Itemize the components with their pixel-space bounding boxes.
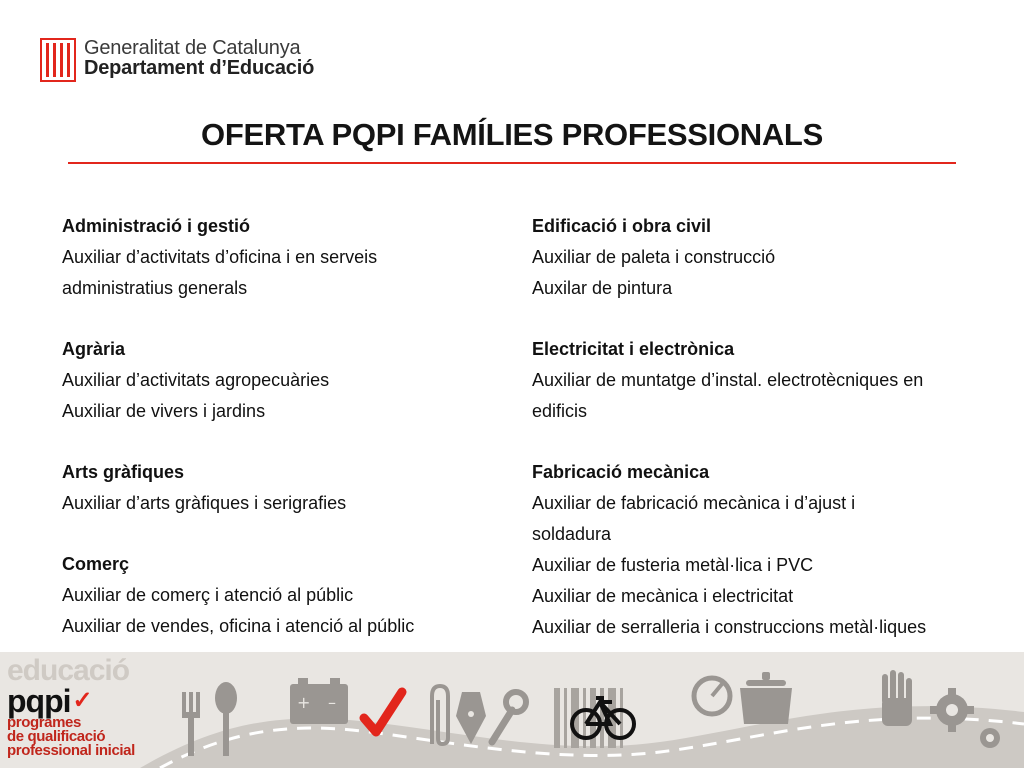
family-group bbox=[532, 211, 1007, 304]
generalitat-logo bbox=[40, 38, 314, 82]
family-group bbox=[62, 457, 502, 519]
family-group bbox=[62, 334, 502, 427]
battery-icon bbox=[290, 678, 348, 724]
course-item: Auxiliar de vendes, oficina i atenció al públic bbox=[62, 616, 415, 636]
course-item: Auxiliar de mecànica i electricitat bbox=[532, 586, 794, 606]
course-item: Auxiliar d’arts gràfiques i serigrafies bbox=[62, 493, 347, 513]
right-column bbox=[532, 211, 1007, 673]
course-item: Auxiliar de paleta i construcció bbox=[532, 247, 776, 267]
course-item: Auxiliar de comerç i atenció al públic bbox=[62, 585, 354, 605]
course-item: edificis bbox=[532, 401, 588, 421]
gauge-icon bbox=[694, 678, 730, 714]
brand-educacio: educació bbox=[7, 654, 130, 687]
left-column bbox=[62, 211, 502, 672]
course-item: Auxiliar de fusteria metàl·lica i PVC bbox=[532, 555, 814, 575]
family-heading: Electricitat i electrònica bbox=[532, 339, 735, 359]
brand-subtitle-1: programes bbox=[7, 714, 81, 731]
family-group bbox=[532, 457, 1007, 643]
family-heading: Edificació i obra civil bbox=[532, 216, 712, 236]
course-item: Auxiliar d’activitats agropecuàries bbox=[62, 370, 330, 390]
course-item: Auxiliar d’activitats d’oficina i en serveis bbox=[62, 247, 378, 267]
brand-pqpi-text: pqpi bbox=[7, 683, 71, 719]
family-heading: Arts gràfiques bbox=[62, 462, 185, 482]
title-divider bbox=[68, 162, 956, 164]
family-heading: Administració i gestió bbox=[62, 216, 251, 236]
course-item: soldadura bbox=[532, 524, 612, 544]
family-group bbox=[62, 549, 502, 642]
course-item: administratius generals bbox=[62, 278, 248, 298]
course-item: Auxiliar de vivers i jardins bbox=[62, 401, 266, 421]
svg-text:–: – bbox=[328, 693, 336, 712]
brand-pqpi bbox=[7, 683, 135, 719]
course-item: Auxiliar de fabricació mecànica i d’ajust i bbox=[532, 493, 856, 513]
generalitat-stripes-icon bbox=[40, 38, 76, 82]
family-group bbox=[62, 211, 502, 304]
family-heading: Fabricació mecànica bbox=[532, 462, 710, 482]
course-item: Auxilar de pintura bbox=[532, 278, 673, 298]
pot-icon bbox=[740, 672, 792, 724]
road-illustration bbox=[140, 652, 1024, 768]
family-heading: Agrària bbox=[62, 339, 126, 359]
brand-subtitle-2: de qualificació bbox=[7, 728, 106, 745]
course-item: Auxiliar de muntatge d’instal. electrotècniques en bbox=[532, 370, 924, 390]
brand-subtitle-3: professional inicial bbox=[7, 742, 135, 759]
footer-banner bbox=[0, 652, 1024, 768]
wrench-icon bbox=[492, 692, 526, 742]
pqpi-brand bbox=[7, 656, 135, 758]
family-heading: Comerç bbox=[62, 554, 130, 574]
family-group bbox=[532, 334, 1007, 427]
page-title: OFERTA PQPI FAMÍLIES PROFESSIONALS bbox=[201, 117, 823, 152]
hand-icon bbox=[882, 670, 912, 726]
department-name: Departament d’Educació bbox=[84, 57, 315, 79]
course-item: Auxiliar de serralleria i construccions metàl·liques bbox=[532, 617, 927, 637]
svg-text:+: + bbox=[297, 693, 311, 712]
org-name: Generalitat de Catalunya bbox=[84, 37, 301, 59]
red-tick-icon: ✓ bbox=[72, 687, 92, 714]
